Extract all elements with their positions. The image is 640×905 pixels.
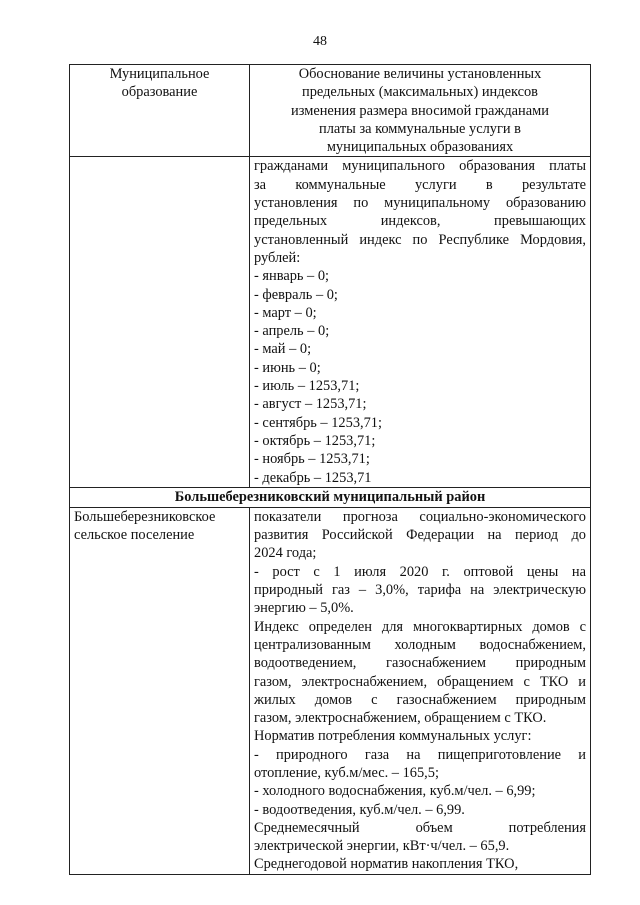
text-line: природный газ – 3,0%, тарифа на электрическую — [254, 582, 586, 599]
text-line: 2024 года; — [254, 545, 317, 562]
district-title: Большеберезниковский муниципальный район — [70, 487, 591, 507]
text-line: предельных индексов, превышающих — [254, 213, 586, 230]
text-line: установления по муниципальному образованию — [254, 195, 586, 212]
settlement-name-line: сельское поселение — [74, 527, 195, 544]
text-line: - сентябрь – 1253,71; — [254, 414, 382, 431]
text-line: Индекс определен для многоквартирных домов с — [254, 618, 586, 635]
settlement-row — [70, 507, 591, 874]
continued-row-municipality — [70, 157, 250, 487]
text-line: - рост с 1 июля 2020 г. оптовой цены на — [254, 563, 586, 580]
text-line: - октябрь – 1253,71; — [254, 432, 376, 449]
text-line: установленный индекс по Республике Мордовия, — [254, 231, 586, 248]
text-line: гражданами муниципального образования платы — [254, 158, 586, 175]
text-line: - декабрь – 1253,71 — [254, 469, 372, 486]
text-line: Среднемесячный объем потребления — [254, 819, 586, 836]
header-justification-line: платы за коммунальные услуги в — [319, 120, 521, 137]
header-municipality-text: Муниципальное образование — [109, 66, 210, 101]
tariff-justification-table — [69, 64, 591, 875]
text-line: - май – 0; — [254, 341, 312, 358]
text-line: электрической энергии, кВт·ч/чел. – 65,9. — [254, 838, 510, 855]
text-line: жилых домов с газоснабжением природным — [254, 691, 586, 708]
text-line: - март – 0; — [254, 304, 317, 321]
header-justification-line: муниципальных образованиях — [326, 139, 514, 156]
text-line: - апрель – 0; — [254, 323, 330, 340]
text-line: - июнь – 0; — [254, 359, 321, 376]
text-line: - август – 1253,71; — [254, 396, 367, 413]
header-justification-line: предельных (максимальных) индексов — [302, 84, 538, 101]
continued-row-text — [250, 157, 591, 487]
text-line: показатели прогноза социально-экономического — [254, 508, 586, 525]
text-line: энергию – 5,0%. — [254, 600, 354, 617]
text-line: газом, электроснабжением, обращением с ТКО. — [254, 710, 547, 727]
header-justification — [250, 65, 591, 157]
header-justification-line: Обоснование величины установленных — [298, 66, 542, 82]
text-line: отопление, куб.м/мес. – 165,5; — [254, 764, 439, 781]
settlement-justification — [250, 507, 591, 874]
text-line: - холодного водоснабжения, куб.м/чел. – 6,99; — [254, 783, 536, 800]
text-line: Среднегодовой норматив накопления ТКО, — [254, 856, 519, 873]
text-line: водоотведением, газоснабжением природным — [254, 655, 586, 672]
header-municipality — [70, 65, 250, 157]
continued-row — [70, 157, 591, 487]
text-line: - природного газа на пищеприготовление и — [254, 746, 586, 763]
text-line: - ноябрь – 1253,71; — [254, 451, 370, 468]
header-justification-line: изменения размера вносимой гражданами — [291, 102, 549, 119]
text-line: рублей: — [254, 249, 301, 266]
text-line: - январь – 0; — [254, 268, 330, 285]
text-line: - февраль – 0; — [254, 286, 338, 303]
text-line: за коммунальные услуги в результате — [254, 176, 586, 193]
district-row — [70, 487, 591, 507]
text-line: централизованным холодным водоснабжением, — [254, 636, 586, 653]
text-line: - водоотведения, куб.м/чел. – 6,99. — [254, 801, 465, 818]
settlement-name — [70, 507, 250, 874]
text-line: развития Российской Федерации на период до — [254, 527, 586, 544]
text-line: Норматив потребления коммунальных услуг: — [254, 728, 532, 745]
text-line: - июль – 1253,71; — [254, 378, 360, 395]
settlement-name-line: Большеберезниковское — [74, 508, 216, 525]
page-number: 48 — [313, 34, 327, 49]
table-header-row — [70, 65, 591, 157]
text-line: газом, электроснабжением, обращением с ТКО и — [254, 673, 586, 690]
